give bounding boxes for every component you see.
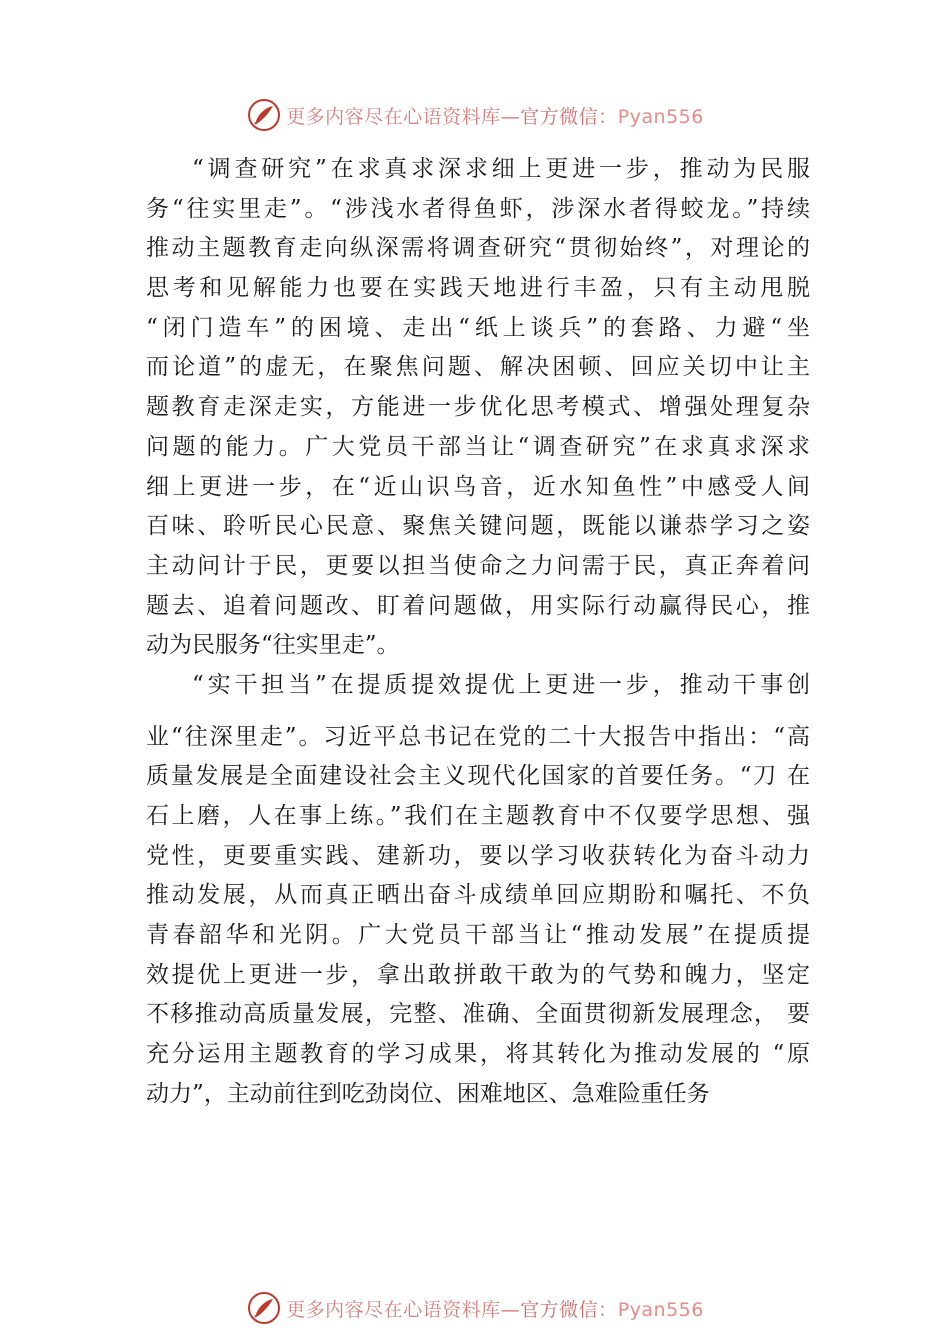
text-line: 党性，更要重实践、建新功，要以学习收获转化为奋斗动力 xyxy=(146,842,810,869)
logo-icon xyxy=(246,97,282,133)
text-line: 推动发展，从而真正晒出奋斗成绩单回应期盼和嘱托、不负 xyxy=(146,882,810,909)
text-line: 题去、追着问题改、盯着问题做，用实际行动赢得民心，推 xyxy=(146,592,810,619)
text-line: 效提优上更进一步，拿出敢拼敢干敢为的气势和魄力，坚定 xyxy=(146,961,810,988)
logo-icon xyxy=(246,1290,282,1326)
text-line: “闭门造车”的困境、走出“纸上谈兵”的套路、力避“坐 xyxy=(146,314,810,341)
line-gap xyxy=(146,706,810,718)
text-line: 石上磨，人在事上练。”我们在主题教育中不仅要学思想、强 xyxy=(146,803,810,829)
paragraph-2 xyxy=(146,666,810,1115)
text-line: 问题的能力。广大党员干部当让“调查研究”在求真求深求 xyxy=(146,433,810,460)
header-wechat-label: 官方微信： xyxy=(520,105,618,128)
header-banner xyxy=(0,95,950,135)
header-label: 更多内容尽在心语资料库 xyxy=(286,105,501,128)
paragraph-1 xyxy=(146,150,810,666)
text-line: 推动主题教育走向纵深需将调查研究“贯彻始终”，对理论的 xyxy=(146,235,810,262)
text-line: 题教育走深走实，方能进一步优化思考模式、增强处理复杂 xyxy=(146,394,810,421)
text-line: 而论道”的虚无，在聚焦问题、解决困顿、回应关切中让主 xyxy=(146,354,810,381)
text-line: 动力”，主动前往到吃劲岗位、困难地区、急难险重任务 xyxy=(146,1080,710,1107)
header-wechat-id: Pyan556 xyxy=(617,105,704,128)
text-line: 百味、聆听民心民意、聚焦关键问题，既能以谦恭学习之姿 xyxy=(146,513,810,540)
text-line: 业“往深里走”。习近平总书记在党的二十大报告中指出：“高 xyxy=(146,723,810,750)
footer-dash: — xyxy=(500,1298,521,1321)
text-line: “调查研究”在求真求深求细上更进一步，推动为民服 xyxy=(192,156,810,182)
text-line: 青春韶华和光阴。广大党员干部当让“推动发展”在提质提 xyxy=(146,922,810,949)
text-line: 充分运用主题教育的学习成果，将其转化为推动发展的 “原 xyxy=(146,1041,810,1068)
text-line: “实干担当”在提质提效提优上更进一步，推动干事创 xyxy=(192,671,810,698)
footer-wechat-id: Pyan556 xyxy=(617,1298,704,1321)
text-line: 质量发展是全面建设社会主义现代化国家的首要任务。“刀 在 xyxy=(146,763,810,790)
text-line: 不移推动高质量发展，完整、准确、全面贯彻新发展理念， 要 xyxy=(146,1001,810,1028)
footer-banner xyxy=(0,1288,950,1328)
text-line: 动为民服务“往实里走”。 xyxy=(146,632,400,659)
text-line: 务“往实里走”。“涉浅水者得鱼虾，涉深水者得蛟龙。”持续 xyxy=(146,195,810,222)
footer-label: 更多内容尽在心语资料库 xyxy=(286,1298,501,1321)
header-dash: — xyxy=(500,105,521,128)
text-line: 思考和见解能力也要在实践天地进行丰盈，只有主动甩脱 xyxy=(146,275,810,302)
text-line: 细上更进一步，在“近山识鸟音，近水知鱼性”中感受人间 xyxy=(146,473,810,500)
footer-text xyxy=(286,1295,704,1322)
text-line: 主动问计于民，更要以担当使命之力问需于民，真正奔着问 xyxy=(146,552,810,579)
document-body xyxy=(146,150,810,1115)
footer-wechat-label: 官方微信： xyxy=(520,1298,618,1321)
header-text xyxy=(286,102,704,129)
